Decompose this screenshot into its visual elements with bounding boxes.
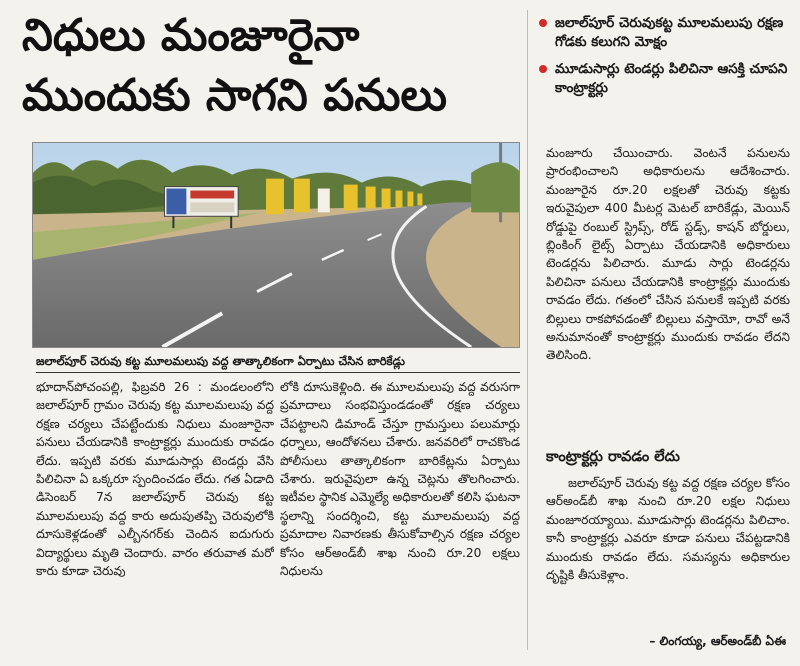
article-column-2 <box>280 378 520 650</box>
quote-signature: – లింగయ్య, ఆర్‌అండ్‌బీ ఏఈ <box>649 634 786 648</box>
highlight-text: జలాల్‌పూర్ చెరువుకట్ట మూలమలుపు రక్షణ గోడకు కలుగని మోక్షం <box>555 15 784 50</box>
highlight-item <box>537 14 792 52</box>
photo-caption: జలాల్‌పూర్ చెరువు కట్ట మూలమలుపు వద్ద తాత్కాలికంగా ఏర్పాటు చేసిన బారికేడ్లు <box>36 352 520 373</box>
red-bullet-icon <box>539 65 547 73</box>
highlight-text: మూడుసార్లు టెండర్లు పిలిచినా ఆసక్తి చూపని కాంట్రాక్టర్లు <box>555 61 788 96</box>
headline-line-1: నిధులు మంజూరైనా <box>22 10 360 61</box>
article-paragraph: మంజూరు చేయించారు. వెంటనే పనులను ప్రారంభించాలని అధికారులను ఆదేశించారు. మంజూరైన రూ.20 లక్షలతో చెరువు కట్టకు ఇరువైపులా 400 మీటర్ల మెటల్ బారికేడ్లు, మెయిన్ రోడ్డుపై రంబుల్ స్ట్రిప్స్, రోడ్ స్టడ్స్, కాషన్ బోర్డులు, బ్లింకింగ్ లైట్స్ ఏర్పాటు చేయడానికి అధికారులు టెండర్లను పిలిచారు. మూడు సార్లు టెండర్లను పిలిచినా పనులు చేయడానికి కాంట్రాక్టర్లు ముందుకు రావడం లేదు. గతంలో చేసిన పనులకే ఇప్పటి వరకు బిల్లులు రాకపోవడంతో బిల్లులు వస్తాయో, రావో అనే అనుమానంతో కాంట్రాక్టర్లు ముందుకు రావడం లేదని తెలిసింది. <box>546 146 790 363</box>
red-bullet-icon <box>539 19 547 27</box>
sub-heading: కాంట్రాక్టర్లు రావడం లేదు <box>546 449 680 465</box>
article-column-1 <box>36 378 274 650</box>
article-column-3 <box>546 144 790 440</box>
highlights-box <box>537 14 792 106</box>
road-photo <box>32 142 520 348</box>
column-divider <box>527 10 528 650</box>
quote-paragraph: జలాల్‌పూర్ చెరువు కట్ట వద్ద రక్షణ చర్యల కోసం ఆర్‌అండ్‌బీ శాఖ నుంచి రూ.20 లక్షల నిధులు మంజూరయ్యాయి. మూడుసార్లు టెండర్లను పిలిచాం. కానీ కాంట్రాక్టర్లు ఎవరూ కూడా పనులు చేపట్టడానికి ముందుకు రావడం లేదు. సమస్యను అధికారుల దృష్టికి తీసుకెళ్లాం. <box>546 476 790 583</box>
article-column-4 <box>546 474 790 632</box>
article-paragraph: భూదాన్‌పోచంపల్లి, ఫిబ్రవరి 26 : మండలంలోని జలాల్‌పూర్ గ్రామం చెరువు కట్ట మూలమలుపు వద్ద రక్షణ చర్యలు చేపట్టేందుకు నిధులు మంజూరైనా పనులు చేయడానికి కాంట్రాక్టర్లు ముందుకు రావడం లేదు. ఇప్పటి వరకు మూడుసార్లు టెండర్లు వేసి పిలిచినా ఏ ఒక్కరూ స్పందించడం లేదు. గత ఏడాది డిసెంబర్ 7న జలాల్‌పూర్ చెరువు కట్ట మూలమలుపు వద్ద కారు అదుపుతప్పి చెరువులోకి దూసుకెళ్లడంతో ఎల్బీనగర్‌కు చెందిన ఐదుగురు విద్యార్థులు మృతి చెందారు. వారం తరువాత మరో కారు కూడా చెరువు <box>36 380 274 579</box>
highlight-item <box>537 60 792 98</box>
article-paragraph: లోకి దూసుకెళ్లింది. ఈ మూలమలుపు వద్ద వరుసగా ప్రమాదాలు సంభవిస్తుండడంతో రక్షణ చర్యలు చేపట్టాలని డిమాండ్ చేస్తూ గ్రామస్తులు పలుమార్లు ధర్నాలు, ఆందోళనలు చేశారు. జనవరిలో రాచకొండ పోలీసులు తాత్కాలికంగా బారికేట్లను ఏర్పాటు చేశారు. ఇరువైపులా ఉన్న చెట్లను తొలగించారు. ఇటీవల స్థానిక ఎమ్మెల్యే అధికారులతో కలిసి ఘటనా స్థలాన్ని సందర్శించి, కట్ట మూలమలుపు వద్ద ప్రమాదాల నివారణకు తీసుకోవాల్సిన రక్షణ చర్యల కోసం ఆర్‌అండ్‌బీ శాఖ నుంచి రూ.20 లక్షలు నిధులను <box>280 380 520 579</box>
headline-line-2: ముందుకు సాగని పనులు <box>22 70 447 121</box>
headline <box>22 6 522 126</box>
road-scene-image <box>33 143 519 347</box>
